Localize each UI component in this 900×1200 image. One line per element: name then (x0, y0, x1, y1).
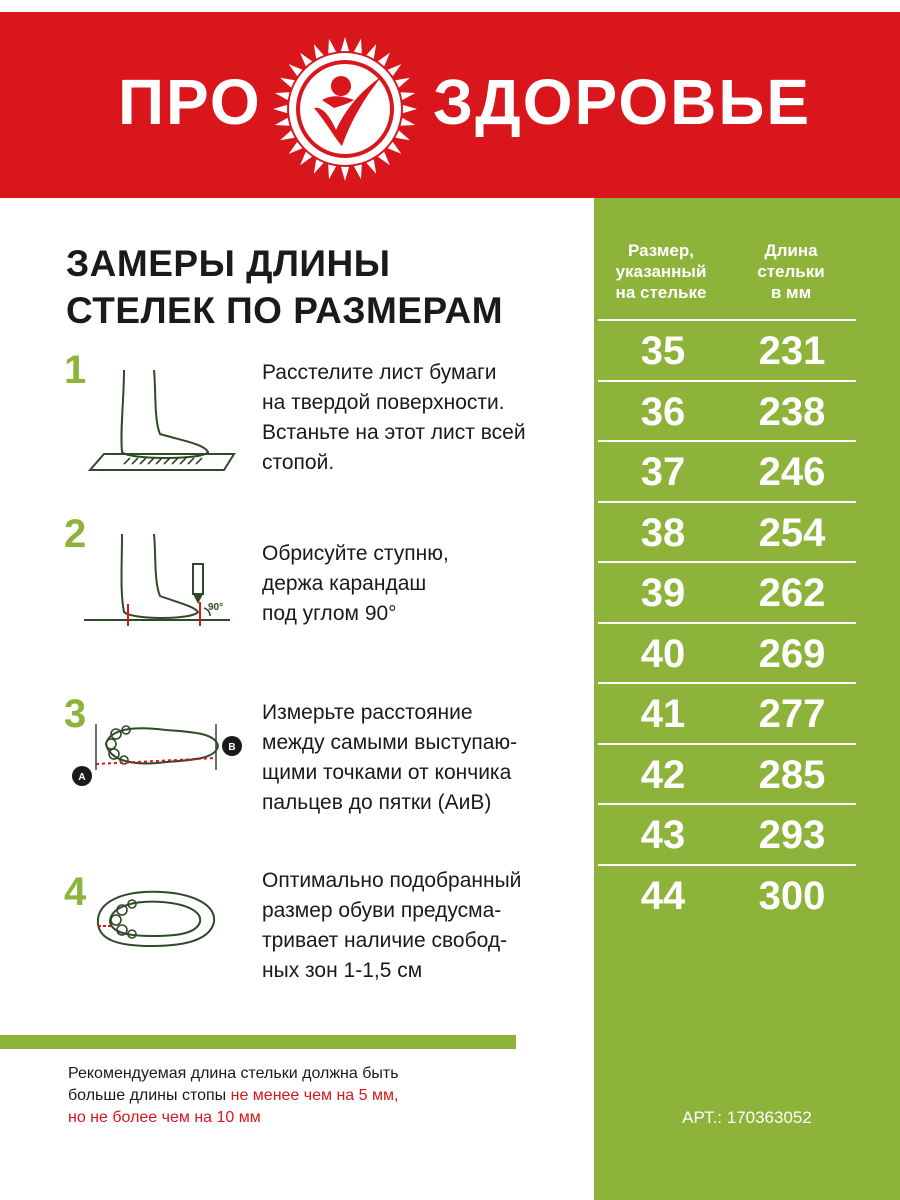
sun-ray (280, 78, 295, 88)
size-table (598, 319, 856, 924)
foot-insole-gap-icon (92, 884, 222, 954)
angle-label: 90° (208, 602, 224, 613)
sun-ray (289, 64, 303, 76)
sun-ray (395, 78, 410, 88)
length-cell: 277 (758, 692, 826, 736)
size-cell: 36 (640, 389, 686, 434)
sun-ray (395, 130, 410, 140)
table-row (598, 682, 856, 743)
length-cell: 285 (758, 752, 826, 797)
table-row (598, 561, 856, 622)
sun-ray (275, 118, 290, 126)
step-4-text (262, 866, 582, 986)
sun-ray (341, 37, 349, 51)
size-cell: 35 (640, 329, 686, 373)
sun-ray (341, 167, 349, 181)
sun-ray (401, 118, 416, 126)
sun-ray (289, 142, 303, 154)
size-cell: 37 (640, 450, 686, 494)
sun-ray (401, 92, 416, 100)
note-line-2-highlight: не менее чем на 5 мм, (230, 1087, 399, 1104)
foot-pencil-outline-icon (80, 526, 240, 636)
size-cell: 43 (640, 813, 686, 857)
page-title (66, 240, 586, 334)
step-3-line: пальцев до пятки (АиВ) (262, 791, 492, 814)
sun-ray (354, 39, 362, 54)
foot-on-paper-icon (84, 360, 244, 480)
length-cell: 269 (758, 631, 826, 676)
sun-ray (314, 44, 324, 59)
divider-bar (0, 1035, 516, 1049)
sun-ray (273, 105, 287, 113)
size-cell: 38 (640, 510, 686, 555)
step-2-line: держа карандаш (262, 572, 427, 595)
sun-ray (378, 152, 390, 166)
table-row (598, 319, 856, 380)
step-1-text (262, 358, 582, 478)
step-3-line: щими точками от кончика (262, 761, 512, 784)
size-cell: 39 (640, 571, 686, 615)
note-line-3-highlight: но не более чем на 10 мм (68, 1109, 261, 1126)
sun-ray (378, 53, 390, 67)
foot-measure-ab-icon (66, 720, 246, 794)
column-header-size (596, 240, 726, 303)
size-cell: 41 (640, 692, 686, 736)
step-1-line: Встаньте на этот лист всей (262, 421, 526, 444)
step-3-text (262, 698, 582, 818)
table-row (598, 743, 856, 804)
page-title-line-2: СТЕЛЕК ПО РАЗМЕРАМ (66, 290, 504, 331)
sun-ray (366, 44, 376, 59)
column-header-size-line: указанный (615, 262, 707, 281)
size-cell: 44 (640, 873, 686, 918)
length-cell: 262 (758, 571, 826, 615)
sun-ray (403, 105, 417, 113)
length-cell: 231 (758, 329, 826, 373)
header-banner (0, 12, 900, 198)
step-4-line: ных зон 1-1,5 см (262, 959, 423, 982)
table-row (598, 622, 856, 683)
step-3-number: 3 (64, 692, 87, 736)
length-cell: 238 (758, 389, 826, 434)
recommendation-note (68, 1063, 528, 1129)
sun-ray (388, 142, 402, 154)
note-line-2 (68, 1085, 528, 1107)
column-header-length-line: Длина (764, 241, 818, 260)
length-cell: 254 (758, 510, 826, 555)
step-2-line: под углом 90° (262, 602, 397, 625)
column-header-length (726, 240, 856, 303)
length-cell: 293 (758, 813, 826, 857)
column-header-size-line: Размер, (628, 241, 694, 260)
note-line-1: Рекомендуемая длина стельки должна быть (68, 1065, 399, 1082)
sun-ray (354, 165, 362, 180)
table-row (598, 864, 856, 925)
step-4-line: тривает наличие свобод- (262, 929, 508, 952)
step-4-line: размер обуви предусма- (262, 899, 502, 922)
sun-ray (275, 92, 290, 100)
table-row (598, 440, 856, 501)
step-4-line: Оптимально подобранный (262, 869, 522, 892)
step-3-line: между самыми выступаю- (262, 731, 518, 754)
step-2-number: 2 (64, 512, 87, 556)
sun-ray (388, 64, 402, 76)
page-title-line-1: ЗАМЕРЫ ДЛИНЫ (66, 243, 391, 284)
article-number: АРТ.: 170363052 (682, 1108, 812, 1127)
step-2-line: Обрисуйте ступню, (262, 542, 449, 565)
length-cell: 246 (758, 450, 826, 494)
column-header-size-line: на стельке (615, 283, 707, 302)
step-3-line: Измерьте расстояние (262, 701, 473, 724)
size-cell: 42 (640, 752, 686, 797)
length-cell: 300 (758, 873, 826, 918)
table-row (598, 501, 856, 562)
sun-ray (328, 165, 336, 180)
sun-ray (314, 159, 324, 174)
column-header-length-line: в мм (770, 283, 812, 302)
sun-ray (300, 53, 312, 67)
note-line-2-plain: больше длины стопы (68, 1087, 231, 1104)
size-cell: 40 (640, 631, 686, 676)
sun-ray (366, 159, 376, 174)
sun-ray (300, 152, 312, 166)
sun-ray (328, 39, 336, 54)
size-table-panel (594, 198, 900, 1200)
step-4-number: 4 (64, 870, 87, 914)
point-b-label: B (228, 742, 236, 753)
step-1-line: Расстелите лист бумаги (262, 361, 497, 384)
brand-word-left: ПРО (118, 66, 262, 138)
brand-word-right: ЗДОРОВЬЕ (433, 66, 811, 138)
sun-ray (280, 130, 295, 140)
checkmark-person-sun-icon (270, 34, 420, 184)
table-row (598, 380, 856, 441)
step-1-line: на твердой поверхности. (262, 391, 505, 414)
table-row (598, 803, 856, 864)
step-2-text (262, 539, 582, 629)
step-1-number: 1 (64, 348, 87, 392)
point-a-label: A (78, 772, 86, 783)
column-header-length-line: стельки (757, 262, 825, 281)
step-1-line: стопой. (262, 451, 335, 474)
